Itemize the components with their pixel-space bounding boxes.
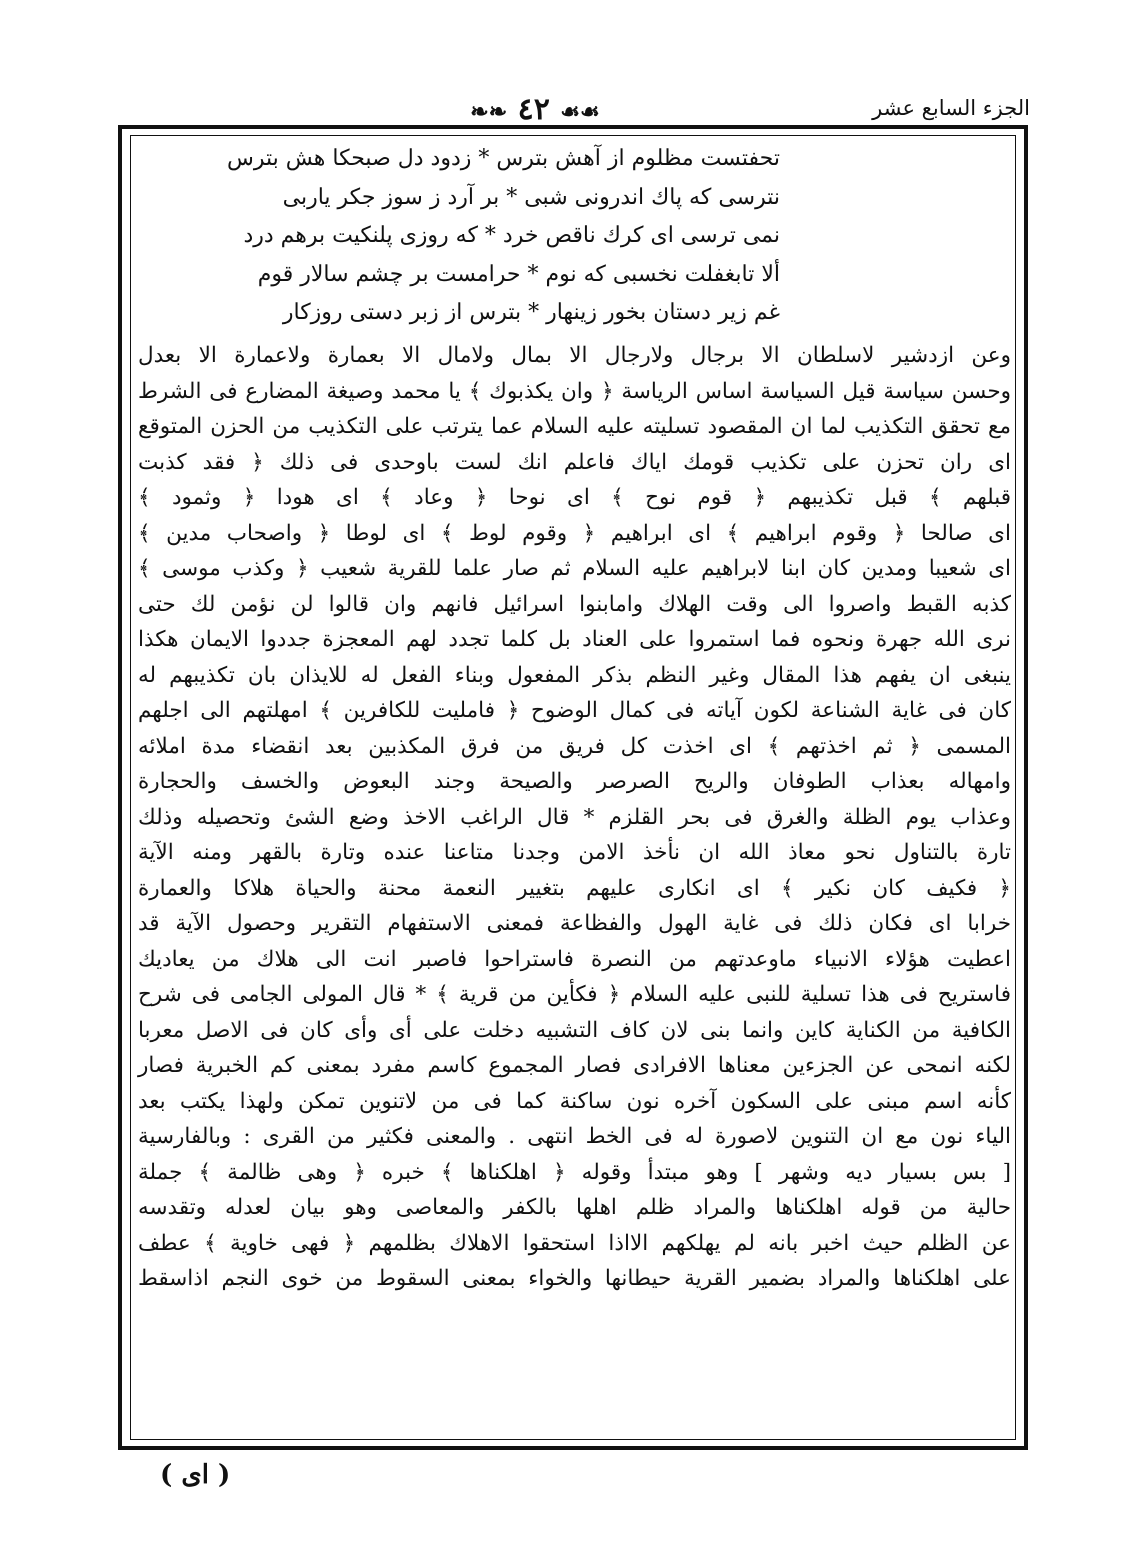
text-line: عن الظلم حيث اخبر بانه لم يهلكهم الااذا استحقوا الاهلاك بظلمهم ﴿ فهى خاوية ﴾ عطف: [138, 1230, 1011, 1256]
text-line: لكنه انمحى عن الجزءين معناها الافرادى فصار المجموع كاسم مفرد بمعنى كم الخبرية فصار: [138, 1053, 1011, 1078]
running-head: الجزء السابع عشر: [872, 96, 1030, 120]
text-line: كان فى غاية الشناعة لكون آياته فى كمال الوضوح ﴿ فامليت للكافرين ﴾ امهلتهم الى اجلهم: [138, 698, 1011, 723]
text-line: اى صالحا ﴿ وقوم ابراهيم ﴾ اى ابراهيم ﴿ وقوم لوط ﴾ اى لوطا ﴿ واصحاب مدين ﴾: [138, 520, 1011, 546]
verse-line: غم زير دستان بخور زينهار * بترس از زبر دستى روزكار: [282, 300, 780, 326]
text-line: اى ران تحزن على تكذيب قومك اياك فاعلم انك لست باوحدى فى ذلك ﴿ فقد كذبت: [138, 449, 1011, 475]
text-line: كذبه القبط واصروا الى وقت الهلاك وامابنوا اسرائيل فانهم وان قالوا لن نؤمن لك حتى: [138, 591, 1011, 617]
text-line: المسمى ﴿ ثم اخذتهم ﴾ اى اخذت كل فريق من فرق المكذبين بعد انقضاء مدة املائه: [138, 733, 1011, 759]
verse-line: تحفتست مظلوم از آهش بترس * زدود دل صبحكا هش بترس: [226, 146, 780, 171]
verse-line: نترسى كه پاك اندرونى شبى * بر آرد ز سوز جكر ياربى: [282, 184, 780, 210]
verse-line: ألا تابغفلت نخسبى كه نوم * حرامست بر چشم سالار قوم: [257, 261, 780, 287]
verse-line: نمى ترسى اى كرك ناقص خرد * كه روزى پلنكيت برهم درد: [243, 223, 780, 249]
text-line: اعطيت هؤلاء الانبياء ماوعدتهم من النصرة فاستراحوا فاصبر انت الى هلاك من يعاديك: [138, 946, 1011, 972]
page-number-block: [435, 92, 635, 127]
text-line: خرابا اى فكان ذلك فى غاية الهول والفظاعة فمعنى الاستفهام التقرير وحصول الآية قد: [138, 911, 1011, 936]
catchword: ( اى ): [160, 1460, 231, 1490]
page-header: [115, 88, 1030, 128]
text-line: نرى الله جهرة ونحوه فما استمروا على العناد بل كلما تجدد لهم المعجزة جددوا الايمان هكذا: [138, 627, 1011, 652]
text-line: تارة بالتناول نحو معاذ الله ان نأخذ الامن وجدنا متاعنا عنده وتارة بالقهر ومنه الآية: [138, 840, 1011, 865]
text-line: وحسن سياسة قيل السياسة اساس الرياسة ﴿ وان يكذبوك ﴾ يا محمد وصيغة المضارع فى الشرط: [138, 378, 1011, 404]
text-line: [ بس بسيار ديه وشهر ] وهو مبتدأ وقوله ﴿ اهلكناها ﴾ خبره ﴿ وهى ظالمة ﴾ جملة: [138, 1159, 1011, 1185]
text-line: الياء نون مع ان التنوين لاصورة له فى الخط انتهى . والمعنى فكثير من القرى : وبالفارسية: [138, 1124, 1011, 1149]
text-line: حالية من قوله اهلكناها والمراد ظلم اهلها بالكفر والمعاصى وهو بيان لعدله وتقدسه: [138, 1195, 1011, 1220]
persian-verses: [215, 140, 780, 333]
text-line: اى شعيبا ومدين كان ابنا لابراهيم عليه السلام ثم صار علما للقرية شعيب ﴿ وكذب موسى ﴾: [138, 556, 1011, 581]
text-line: فاستريح فى هذا تسلية للنبى عليه السلام ﴿ فكأين من قرية ﴾ * قال المولى الجامى فى شرح: [138, 982, 1011, 1007]
ornament-right: ☙☙: [560, 99, 600, 125]
text-line: مع تحقق التكذيب لما ان المقصود تسليته عليه السلام عما يترتب على التكذيب من الحزن المتوقع: [138, 414, 1011, 439]
text-line: ينبغى ان يفهم هذا المقال وغير النظم بذكر المفعول وبناء الفعل له للايذان بان تكذيبهم له: [138, 662, 1011, 688]
text-line: كأنه اسم مبنى على السكون آخره نون ساكنة كما فى من لاتنوين تمكن ولهذا يكتب بعد: [138, 1088, 1011, 1114]
text-line: وامهاله بعذاب الطوفان والريح الصرصر والصيحة وجند البعوض والخسف والحجارة: [138, 769, 1011, 794]
commentary-text: [138, 338, 1011, 1297]
text-line: وعن ازدشير لاسلطان الا برجال ولارجال الا بمال ولامال الا بعمارة ولاعمارة الا بعدل: [138, 343, 1011, 368]
text-line: وعذاب يوم الظلة والغرق فى بحر القلزم * قال الراغب الاخذ وضع الشئ وتحصيله وذلك: [138, 804, 1011, 830]
text-line: الكافية من الكناية كاين وانما بنى لان كاف التشبيه دخلت على أى وأى كان فى الاصل معربا: [138, 1017, 1011, 1043]
ornament-left: ❧❧: [470, 99, 508, 125]
text-line: ﴿ فكيف كان نكير ﴾ اى انكارى عليهم بتغيير النعمة محنة والحياة هلاكا والعمارة: [138, 875, 1011, 901]
text-line: قبلهم ﴾ قبل تكذيبهم ﴿ قوم نوح ﴾ اى نوحا ﴿ وعاد ﴾ اى هودا ﴿ وثمود ﴾: [138, 485, 1011, 510]
text-line: على اهلكناها والمراد بضمير القرية حيطانها والخواء بمعنى السقوط من خوى النجم اذاسقط: [138, 1266, 1011, 1291]
page-number: ٤٢: [517, 92, 550, 127]
